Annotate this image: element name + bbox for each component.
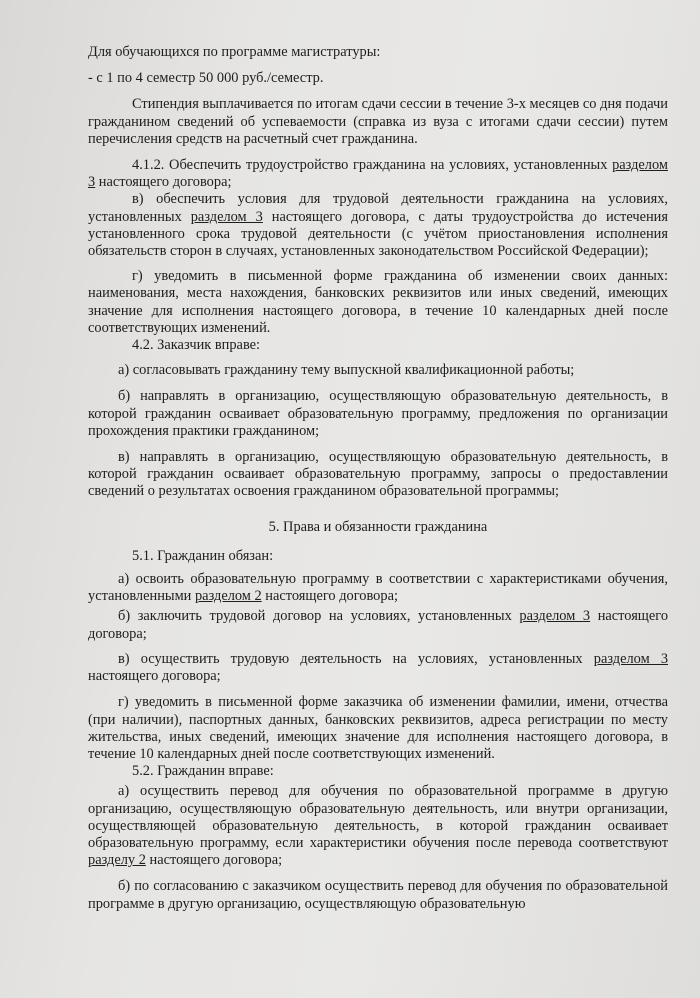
section-reference: разделом 3 xyxy=(519,608,591,625)
section-reference: разделом 2 xyxy=(194,588,262,605)
clause-text: б) заключить трудовой договор на условиях, установленных xyxy=(118,608,520,625)
clause-text: настоящего договора; xyxy=(95,174,232,191)
clause-text: а) осуществить перевод для обучения по образовательной программе в другую организацию, осуществляющую образовательную деятельность, или внутри организации, осуществляющей образовательную деятельность, в которой гражданин осваивает образовательную программу, если характеристики обучения после перевода соответствуют xyxy=(88,783,668,851)
clause-text: настоящего договора; xyxy=(88,668,221,685)
clause-text: в) осуществить трудовую деятельность на условиях, установленных xyxy=(118,650,594,667)
clause-4-1-v xyxy=(88,191,668,260)
clause-4-2: 4.2. Заказчик вправе: xyxy=(132,337,261,354)
contract-text xyxy=(88,44,668,918)
stipend-paragraph: Стипендия выплачивается по итогам сдачи сессии в течение 3-х месяцев со дня подачи гражданином сведений об успеваемости (справка из вуза с итогами сдачи сессии) путем перечисления средств на расчетный счет гражданина. xyxy=(88,96,668,147)
clause-5-2-a xyxy=(88,783,668,869)
clause-text: 4.1.2. Обеспечить трудоустройство гражданина на условиях, установленных xyxy=(132,157,613,174)
clause-text: настоящего договора; xyxy=(261,588,398,605)
clause-5-1-a xyxy=(88,571,668,605)
clause-4-2-a: а) согласовывать гражданину тему выпускной квалификационной работы; xyxy=(118,362,575,379)
clause-4-2-b: б) направлять в организацию, осуществляющую образовательную деятельность, в которой гражданин осваивает образовательную программу, предложения по организации прохождения практики гражданином; xyxy=(88,388,668,439)
clause-5-1-b xyxy=(88,608,668,642)
section-reference: разделом 3 xyxy=(190,208,263,225)
clause-5-2: 5.2. Гражданин вправе: xyxy=(132,763,274,780)
clause-5-1-v xyxy=(88,651,668,685)
clause-4-1-2 xyxy=(88,157,668,191)
clause-5-2-b: б) по согласованию с заказчиком осуществить перевод для обучения по образовательной программе в другую организацию, осуществляющую образовательную xyxy=(88,878,668,912)
clause-text: настоящего договора; xyxy=(88,608,669,642)
magistr-amount: - с 1 по 4 семестр 50 000 руб./семестр. xyxy=(88,70,324,87)
section-reference: разделом 3 xyxy=(593,650,669,667)
section-5-title: 5. Права и обязанности гражданина xyxy=(268,518,488,535)
magistr-heading: Для обучающихся по программе магистратуры: xyxy=(88,44,381,60)
clause-text: настоящего договора, с даты трудоустройства до истечения установленного срока трудовой деятельности (с учётом приостановления исполнения обязательств сторон в случаях, установленных законодательством Российской Федерации); xyxy=(88,208,668,260)
clause-5-1-g: г) уведомить в письменной форме заказчика об изменении фамилии, имени, отчества (при наличии), паспортных данных, банковских реквизитов, адреса регистрации по месту жительства, иных сведений, имеющих значение для исполнения настоящего договора, в течение 10 календарных дней после соответствующих изменений. xyxy=(88,694,668,762)
section-reference: разделу 2 xyxy=(88,852,146,869)
clause-4-1-g: г) уведомить в письменной форме гражданина об изменении своих данных: наименования, места нахождения, банковских реквизитов или иных сведений, имеющих значение для исполнения настоящего договора, в течение 10 календарных дней после соответствующих изменений. xyxy=(88,268,668,336)
clause-text: а) освоить образовательную программу в соответствии с характеристиками обучения, установленными xyxy=(88,571,668,605)
clause-5-1: 5.1. Гражданин обязан: xyxy=(132,547,274,564)
clause-text: в) обеспечить условия для трудовой деятельности гражданина на условиях, установленных xyxy=(88,191,668,225)
section-reference: разделом 3 xyxy=(88,157,668,191)
clause-4-2-v: в) направлять в организацию, осуществляющую образовательную деятельность, в которой гражданин осваивает образовательную программу, запросы о предоставлении сведений о результатах освоения гражданином образовательной программы; xyxy=(88,449,668,500)
clause-text: настоящего договора; xyxy=(145,852,283,869)
